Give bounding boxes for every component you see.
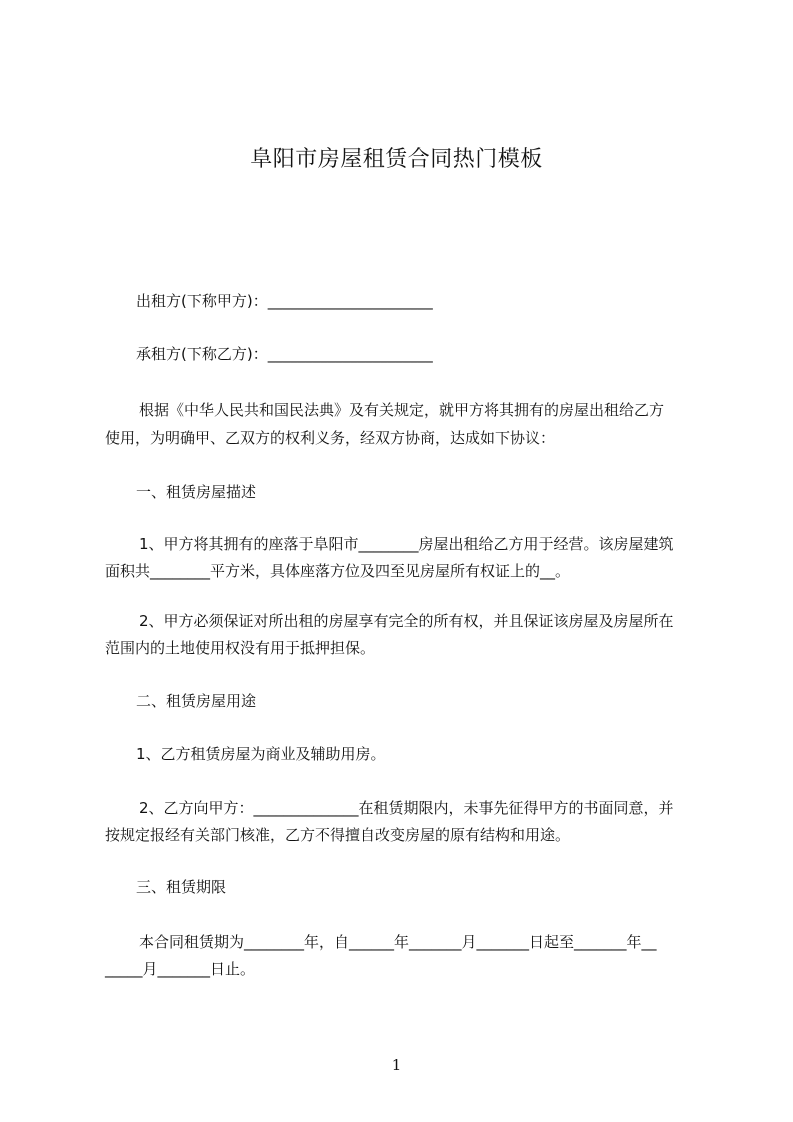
s1-paragraph-2-line-1: 2、甲方必须保证对所出租的房屋享有完全的所有权，并且保证该房屋及房屋所在 bbox=[139, 612, 674, 630]
preamble-line-1: 根据《中华人民共和国民法典》及有关规定，就甲方将其拥有的房屋出租给乙方 bbox=[139, 401, 665, 419]
s1-paragraph-1-line-2: 面积共________平方米，具体座落方位及四至见房屋所有权证上的__。 bbox=[105, 562, 571, 580]
page-title: 阜阳市房屋租赁合同热门模板 bbox=[250, 147, 543, 172]
section-heading-3: 三、租赁期限 bbox=[136, 878, 227, 896]
s3-paragraph-1-line-2: _____月_______日止。 bbox=[105, 960, 256, 978]
preamble-line-2: 使用，为明确甲、乙双方的权利义务，经双方协商，达成如下协议： bbox=[105, 429, 556, 447]
s3-paragraph-1-line-1: 本合同租赁期为________年，自______年_______月_______日起至_______年__ bbox=[139, 933, 657, 951]
page-number: 1 bbox=[391, 1056, 402, 1074]
s2-paragraph-1: 1、乙方租赁房屋为商业及辅助用房。 bbox=[136, 745, 386, 763]
s1-paragraph-2-line-2: 范围内的土地使用权没有用于抵押担保。 bbox=[105, 639, 376, 657]
s1-paragraph-1-line-1: 1、甲方将其拥有的座落于阜阳市________房屋出租给乙方用于经营。该房屋建筑 bbox=[139, 535, 674, 553]
lessee-line: 承租方(下称乙方)：______________________ bbox=[136, 345, 433, 363]
section-heading-1: 一、租赁房屋描述 bbox=[136, 483, 257, 501]
s2-paragraph-2-line-2: 按规定报经有关部门核准，乙方不得擅自改变房屋的原有结构和用途。 bbox=[105, 826, 571, 844]
section-heading-2: 二、租赁房屋用途 bbox=[136, 692, 257, 710]
lessor-line: 出租方(下称甲方)：______________________ bbox=[136, 292, 433, 310]
s2-paragraph-2-line-1: 2、乙方向甲方：______________在租赁期限内，未事先征得甲方的书面同意，并 bbox=[139, 799, 674, 817]
